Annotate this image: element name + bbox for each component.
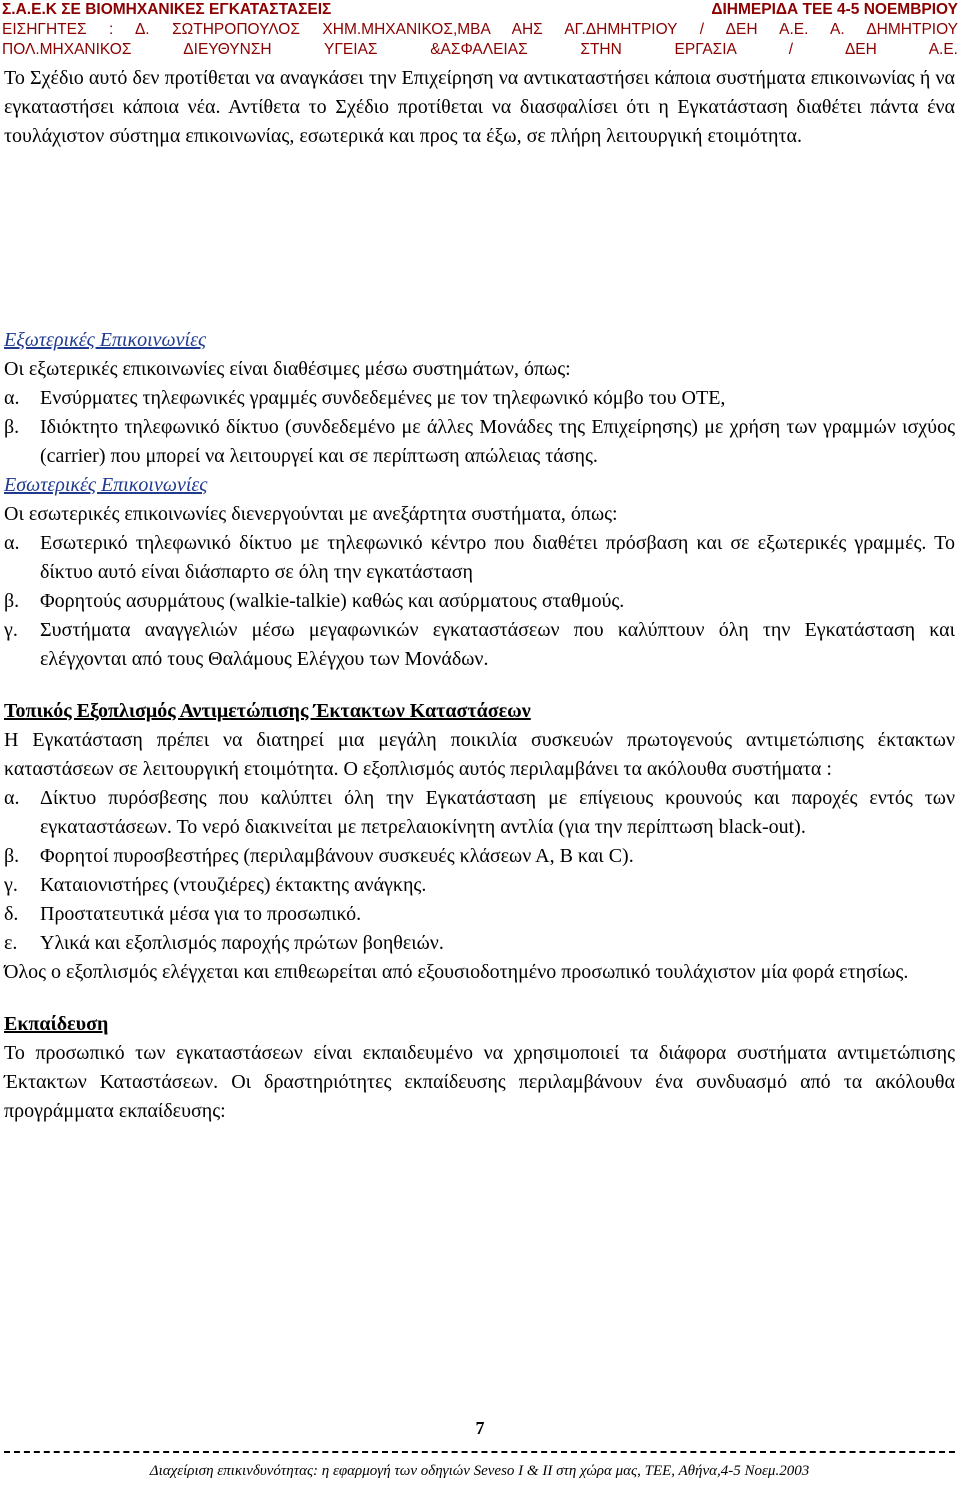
list-item-text: Δίκτυο πυρόσβεσης που καλύπτει όλη την Εγκατάσταση με επίγειους κρουνούς και παροχές εντός των εγκαταστάσεων. Το νερό διακινείται με πετρελαιοκίνητη αντλία (για την περίπτωση black-out). <box>40 787 955 838</box>
intro-paragraph: Το Σχέδιο αυτό δεν προτίθεται να αναγκάσει την Επιχείρηση να αντικαταστήσει κάποια συστήματα επικοινωνίας ή να εγκαταστήσει κάποια νέα. Αντίθετα το Σχέδιο προτίθεται να διασφαλίσει ότι η Εγκατάσταση διαθέτει πάντα ένα τουλάχιστον σύστημα επικοινωνίας, εσωτερικά και προς τα έξω, σε πλήρη λειτουργική ετοιμότητα. <box>4 67 955 147</box>
list-marker: α. <box>4 787 20 809</box>
footer-divider <box>4 1451 955 1453</box>
list-item-text: Προστατευτικά μέσα για το προσωπικό. <box>40 903 362 925</box>
list-item <box>4 842 955 871</box>
list-marker: γ. <box>4 619 18 641</box>
list-item-text: Εσωτερικό τηλεφωνικό δίκτυο με τηλεφωνικό κέντρο που διαθέτει πρόσβαση και σε εξωτερικές γραμμές. Το δίκτυο αυτό είναι διάσπαρτο σε όλη την εγκατάσταση <box>40 532 955 583</box>
header-title-right: ΔΙΗΜΕΡΙΔΑ ΤΕΕ 4-5 ΝΟΕΜΒΡΙΟΥ <box>711 1 958 18</box>
page-header <box>2 0 958 60</box>
list-marker: δ. <box>4 903 19 925</box>
external-communications-lead: Οι εξωτερικές επικοινωνίες είναι διαθέσιμες μέσω συστημάτων, όπως: <box>4 358 571 380</box>
emergency-equipment-heading: Τοπικός Εξοπλισμός Αντιμετώπισης Έκτακτων Καταστάσεων <box>4 700 531 722</box>
list-marker: β. <box>4 416 20 438</box>
list-marker: β. <box>4 590 20 612</box>
internal-communications-heading: Εσωτερικές Επικοινωνίες <box>4 474 208 496</box>
list-item <box>4 784 955 842</box>
list-item <box>4 384 955 413</box>
emergency-equipment-lead: Η Εγκατάσταση πρέπει να διατηρεί μια μεγάλη ποικιλία συσκευών πρωτογενούς αντιμετώπισης έκτακτων καταστάσεων σε λειτουργική ετοιμότητα. Ο εξοπλισμός αυτός περιλαμβάνει τα ακόλουθα συστήματα : <box>4 729 955 780</box>
list-item <box>4 871 955 900</box>
header-line-1 <box>2 0 958 20</box>
header-line-3: ΠΟΛ.ΜΗΧΑΝΙΚΟΣ ΔΙΕΥΘΥΝΣΗ ΥΓΕΙΑΣ &ΑΣΦΑΛΕΙΑΣ ΣΤΗΝ ΕΡΓΑΣΙΑ / ΔΕΗ Α.Ε. <box>2 41 958 58</box>
header-line-2: ΕΙΣΗΓΗΤΕΣ : Δ. ΣΩΤΗΡΟΠΟΥΛΟΣ ΧΗΜ.ΜΗΧΑΝΙΚΟΣ,ΜΒΑ ΑΗΣ ΑΓ.ΔΗΜΗΤΡΙΟΥ / ΔΕΗ Α.Ε. Α. ΔΗΜΗΤΡΙΟΥ <box>2 21 958 38</box>
list-item <box>4 413 955 471</box>
emergency-equipment-closing: Όλος ο εξοπλισμός ελέγχεται και επιθεωρείται από εξουσιοδοτημένο προσωπικό τουλάχιστον μία φορά ετησίως. <box>4 961 909 983</box>
list-item-text: Φορητούς ασυρμάτους (walkie-talkie) καθώς και ασύρματους σταθμούς. <box>40 590 625 612</box>
external-communications-heading: Εξωτερικές Επικοινωνίες <box>4 329 207 351</box>
list-item-text: Καταιονιστήρες (ντουζιέρες) έκτακτης ανάγκης. <box>40 874 427 896</box>
list-marker: α. <box>4 387 20 409</box>
list-marker: α. <box>4 532 20 554</box>
list-item-text: Ιδιόκτητο τηλεφωνικό δίκτυο (συνδεδεμένο με άλλες Μονάδες της Επιχείρησης) με χρήση των γραμμών ισχύος (carrier) που μπορεί να λειτουργεί και σε περίπτωση απώλειας τάσης. <box>40 416 955 467</box>
training-paragraph: Το προσωπικό των εγκαταστάσεων είναι εκπαιδευμένο να χρησιμοποιεί τα διάφορα συστήματα αντιμετώπισης Έκτακτων Καταστάσεων. Οι δραστηριότητες εκπαίδευσης περιλαμβάνουν ένα συνδυασμό από τα ακόλουθα προγράμματα εκπαίδευσης: <box>4 1042 955 1122</box>
list-item <box>4 587 955 616</box>
page-number: 7 <box>475 1418 485 1438</box>
list-item <box>4 900 955 929</box>
header-title-left: Σ.Α.Ε.Κ ΣΕ ΒΙΟΜΗΧΑΝΙΚΕΣ ΕΓΚΑΤΑΣΤΑΣΕΙΣ <box>2 1 332 18</box>
list-marker: ε. <box>4 932 18 954</box>
list-item-text: Φορητοί πυροσβεστήρες (περιλαμβάνουν συσκευές κλάσεων Α, Β και C). <box>40 845 634 867</box>
list-item-text: Συστήματα αναγγελιών μέσω μεγαφωνικών εγκαταστάσεων που καλύπτουν όλη την Εγκατάσταση και ελέγχονται από τους Θαλάμους Ελέγχου των Μονάδων. <box>40 619 955 670</box>
page-footer: Διαχείριση επικινδυνότητας: η εφαρμογή των οδηγιών Seveso I & II στη χώρα μας, ΤΕΕ, Αθήνα,4-5 Νοεμ.2003 <box>149 1463 810 1479</box>
list-item <box>4 616 955 674</box>
document-body <box>4 64 955 1126</box>
list-item <box>4 929 955 958</box>
internal-communications-lead: Οι εσωτερικές επικοινωνίες διενεργούνται με ανεξάρτητα συστήματα, όπως: <box>4 503 618 525</box>
training-heading: Εκπαίδευση <box>4 1013 109 1035</box>
list-marker: γ. <box>4 874 18 896</box>
list-item-text: Ενσύρματες τηλεφωνικές γραμμές συνδεδεμένες με τον τηλεφωνικό κόμβο του ΟΤΕ, <box>40 387 726 409</box>
list-item-text: Υλικά και εξοπλισμός παροχής πρώτων βοηθειών. <box>40 932 444 954</box>
list-item <box>4 529 955 587</box>
list-marker: β. <box>4 845 20 867</box>
